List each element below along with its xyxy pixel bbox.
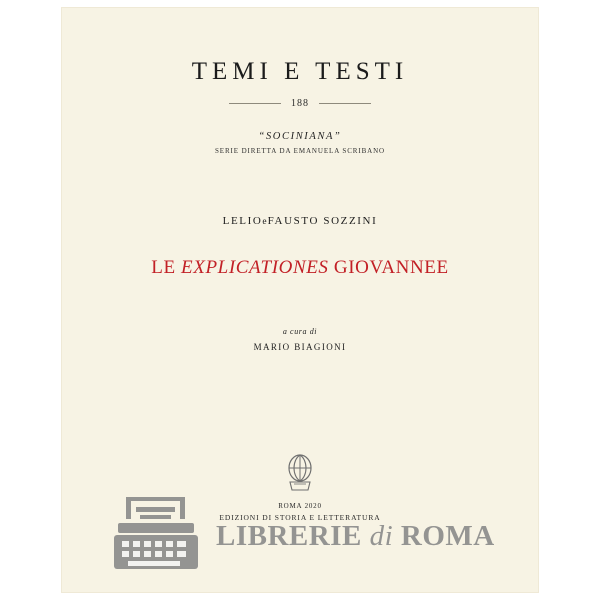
wordmark-roma: ROMA (400, 519, 495, 552)
author-second: FAUSTO SOZZINI (267, 215, 378, 227)
series-number: 188 (291, 98, 309, 109)
title-suffix: GIOVANNEE (328, 257, 449, 278)
wordmark-librerie: LIBRERIE (216, 519, 362, 552)
bookstore-wordmark (216, 520, 495, 553)
sub-series-title: “SOCINIANA” (258, 131, 342, 142)
authors-line (62, 215, 538, 227)
series-number-row (62, 98, 538, 109)
wordmark-di: di (369, 519, 394, 552)
edited-by-label: a cura di (282, 327, 318, 336)
rule-left (229, 103, 281, 104)
title-italic-part: EXPLICATIONES (181, 257, 329, 278)
editor-name: MARIO BIAGIONI (253, 342, 347, 352)
publisher-name: EDIZIONI DI STORIA E LETTERATURA (219, 513, 381, 522)
authors-conjunction: e (262, 217, 268, 227)
bookstore-watermark (110, 490, 510, 582)
sub-series-editor: SERIE DIRETTA DA EMANUELA SCRIBANO (214, 147, 386, 155)
book-title (62, 257, 538, 279)
series-title: TEMI E TESTI (191, 58, 409, 85)
rule-right (319, 103, 371, 104)
publisher-logo-icon (278, 446, 322, 494)
author-first: LELIO (222, 215, 263, 227)
place-year: ROMA 2020 (278, 502, 322, 510)
title-prefix: LE (151, 257, 182, 278)
typewriter-icon (110, 493, 202, 579)
